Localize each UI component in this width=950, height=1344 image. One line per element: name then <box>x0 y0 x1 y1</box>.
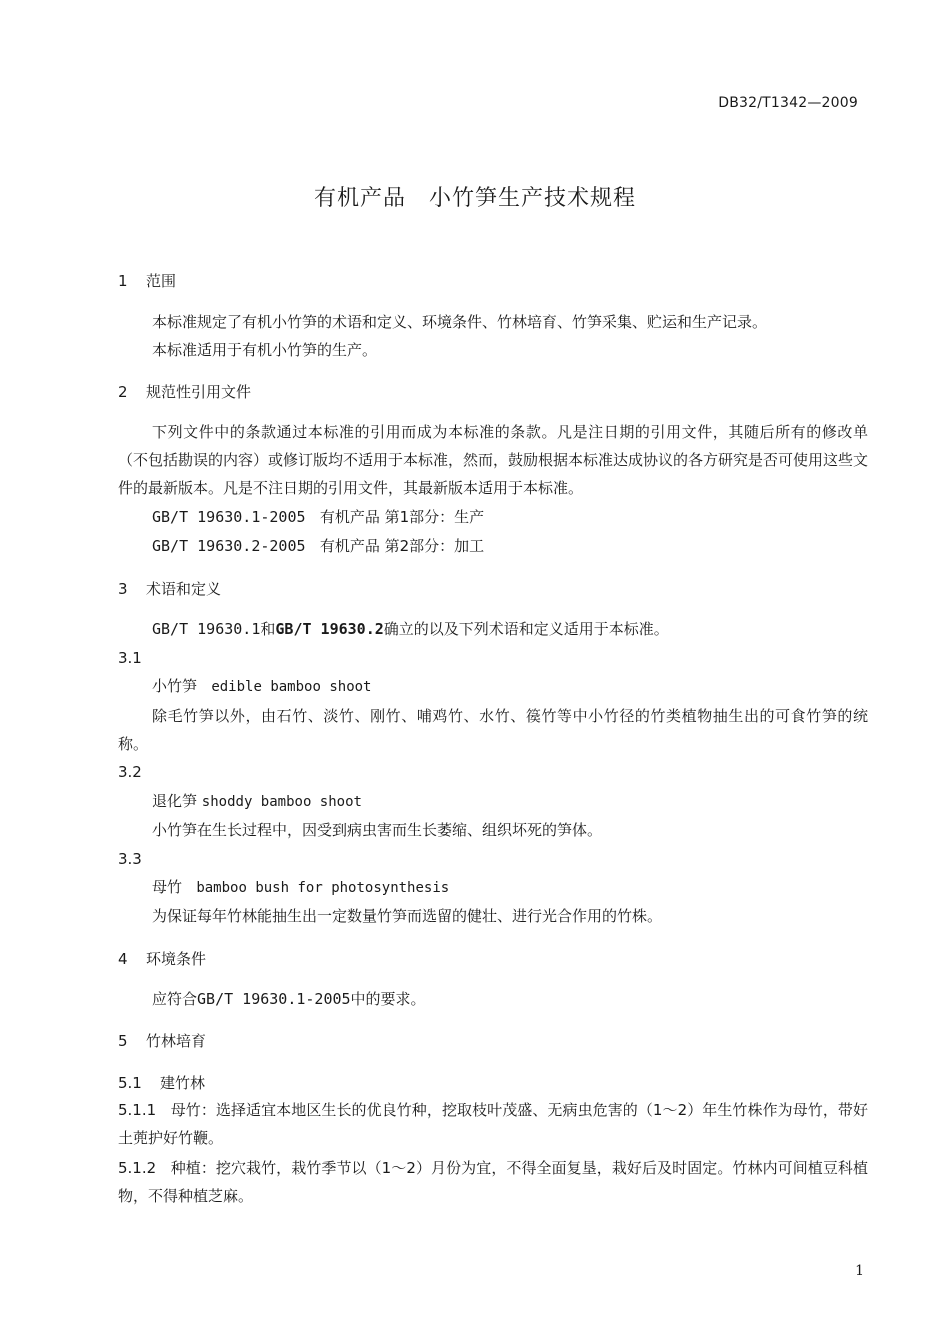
clause-number: 5.1.1 <box>118 1101 157 1119</box>
normative-references-paragraph: 下列文件中的条款通过本标准的引用而成为本标准的条款。凡是注日期的引用文件，其随后所有的修改单（不包括勘误的内容）或修订版均不适用于本标准，然而，鼓励根据本标准达成协议的各方研究是否可使用这些文件的最新版本。凡是不注日期的引用文件，其最新版本适用于本标准。 <box>118 423 869 497</box>
reference-item <box>152 503 484 531</box>
section-title: 竹林培育 <box>146 1032 207 1050</box>
subsection-5-1-heading <box>118 1072 205 1093</box>
term-english: shoddy bamboo shoot <box>201 794 362 810</box>
text: 应符合 <box>152 990 198 1008</box>
clause-number: 5.1.2 <box>118 1159 157 1177</box>
document-title: 有机产品 小竹笋生产技术规程 <box>313 186 636 211</box>
term-definition: 除毛竹笋以外，由石竹、淡竹、刚竹、哺鸡竹、水竹、篌竹等中小竹径的竹类植物抽生出的可食竹笋的统称。 <box>118 707 868 753</box>
reference-code: GB/T 19630.1-2005 <box>152 508 306 526</box>
term-number: 3.3 <box>118 850 142 868</box>
section-title: 术语和定义 <box>146 580 222 598</box>
clause-5-1-1 <box>118 1096 868 1152</box>
section-3-heading <box>118 578 221 599</box>
reference-code: GB/T 19630.2 <box>275 620 384 638</box>
page-number: 1 <box>855 1263 864 1279</box>
section-title: 范围 <box>146 272 177 290</box>
section-number: 5 <box>118 1032 128 1050</box>
reference-item <box>152 532 484 560</box>
term-chinese: 母竹 <box>152 878 183 896</box>
term-name <box>152 672 371 701</box>
section-2-heading <box>118 381 251 402</box>
section-title: 规范性引用文件 <box>146 383 252 401</box>
section-number: 4 <box>118 950 128 968</box>
term-definition: 小竹笋在生长过程中，因受到病虫害而生长萎缩、组织坏死的笋体。 <box>152 821 603 839</box>
reference-code: GB/T 19630.1 <box>152 620 261 638</box>
term-chinese: 退化笋 <box>152 792 198 810</box>
clause-text: 母竹：选择适宜本地区生长的优良竹种，挖取枝叶茂盛、无病虫危害的（1～2）年生竹株作为母竹，带好土蔸护好竹鞭。 <box>118 1101 868 1147</box>
term-name <box>152 787 362 816</box>
text: 和 <box>260 620 276 638</box>
reference-title: 有机产品 第2部分：加工 <box>319 537 485 555</box>
clause-text: 种植：挖穴栽竹，栽竹季节以（1～2）月份为宜，不得全面复垦，栽好后及时固定。竹林内可间植豆科植物，不得种植芝麻。 <box>118 1159 868 1205</box>
subsection-title: 建竹林 <box>160 1074 206 1092</box>
scope-paragraph-1: 本标准规定了有机小竹笋的术语和定义、环境条件、竹林培育、竹笋采集、贮运和生产记录。 <box>152 313 768 331</box>
term-number: 3.1 <box>118 649 142 667</box>
section-4-heading <box>118 948 206 969</box>
term-definition: 为保证每年竹林能抽生出一定数量竹笋而选留的健壮、进行光合作用的竹株。 <box>152 907 663 925</box>
term-chinese: 小竹笋 <box>152 677 198 695</box>
text: 中的要求。 <box>350 990 426 1008</box>
section-number: 1 <box>118 272 128 290</box>
reference-code: GB/T 19630.1-2005 <box>197 990 351 1008</box>
term-name <box>152 873 449 902</box>
clause-5-1-2 <box>118 1154 868 1210</box>
section-title: 环境条件 <box>146 950 207 968</box>
subsection-number: 5.1 <box>118 1074 142 1092</box>
term-english: edible bamboo shoot <box>211 679 372 695</box>
section-number: 3 <box>118 580 128 598</box>
section-5-heading <box>118 1030 206 1051</box>
reference-title: 有机产品 第1部分：生产 <box>319 508 485 526</box>
term-number: 3.2 <box>118 763 142 781</box>
text: 确立的以及下列术语和定义适用于本标准。 <box>383 620 669 638</box>
standard-number: DB32/T1342—2009 <box>718 95 858 111</box>
scope-paragraph-2: 本标准适用于有机小竹笋的生产。 <box>152 341 378 359</box>
term-english: bamboo bush for photosynthesis <box>196 880 450 896</box>
environment-requirement <box>152 985 426 1013</box>
section-number: 2 <box>118 383 128 401</box>
section-1-heading <box>118 270 176 291</box>
terms-intro <box>152 615 669 643</box>
reference-code: GB/T 19630.2-2005 <box>152 537 306 555</box>
